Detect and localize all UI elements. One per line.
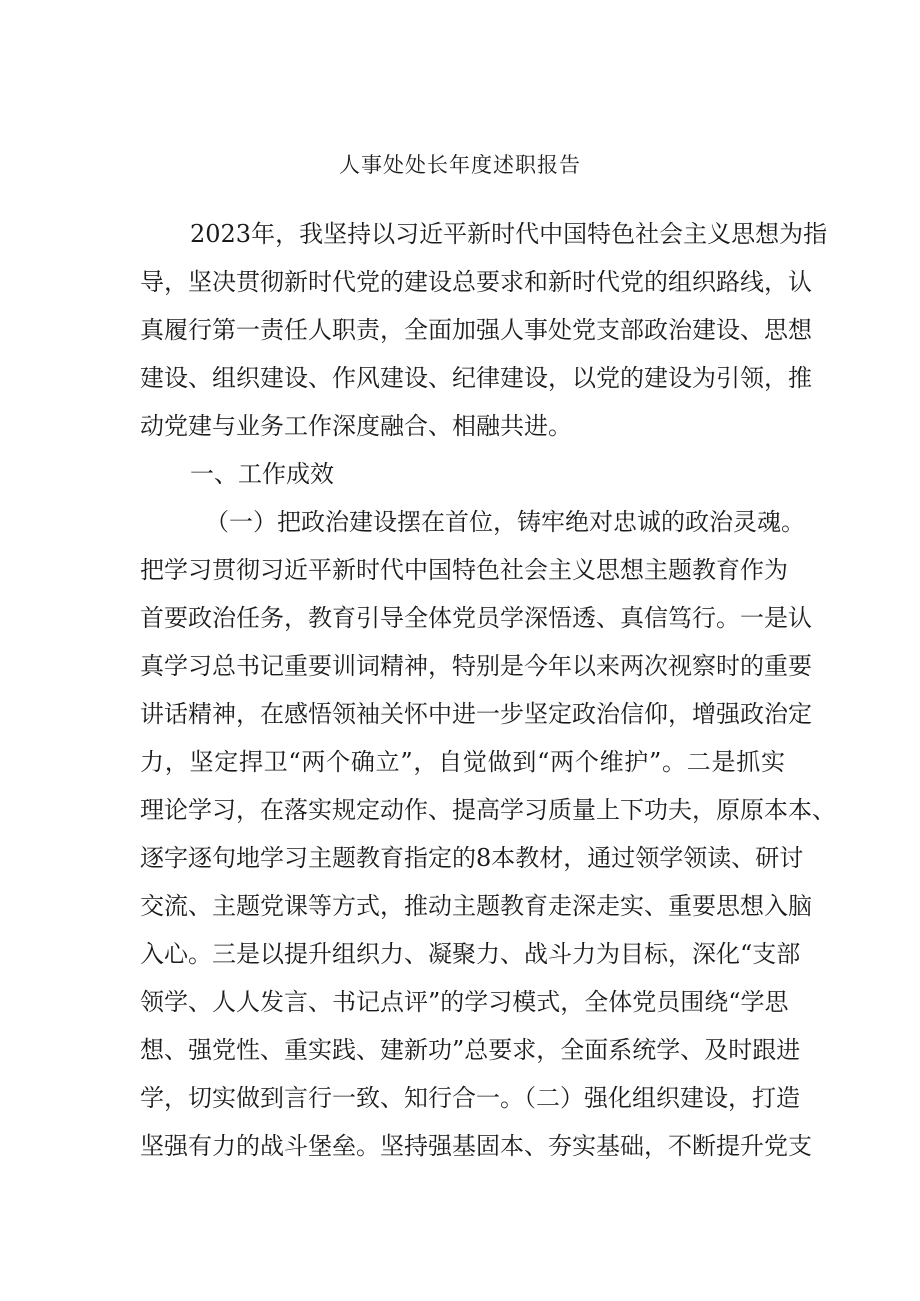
body-line-5: 动党建与业务工作深度融合、相融共进。 — [140, 412, 572, 440]
body-line-3: 真履行第一责任人职责，全面加强人事处党支部政治建设、思想 — [140, 316, 812, 344]
body-line-15: 交流、主题党课等方式，推动主题教育走深走实、重要思想入脑 — [140, 892, 812, 920]
body-line-18: 想、强党性、重实践、建新功”总要求，全面系统学、及时跟进 — [140, 1036, 801, 1064]
body-line-16: 入心。三是以提升组织力、凝聚力、战斗力为目标，深化“支部 — [140, 940, 801, 968]
document-title: 人事处处长年度述职报告 — [339, 153, 581, 177]
body-line-8: 把学习贯彻习近平新时代中国特色社会主义思想主题教育作为 — [140, 556, 788, 584]
body-line-13: 理论学习，在落实规定动作、提高学习质量上下功夫，原原本本、 — [140, 796, 836, 824]
body-line-14: 逐字逐句地学习主题教育指定的8本教材，通过领学领读、研讨 — [140, 844, 804, 872]
body-line-11: 讲话精神，在感悟领袖关怀中进一步坚定政治信仰，增强政治定 — [140, 700, 812, 728]
body-line-4: 建设、组织建设、作风建设、纪律建设，以党的建设为引领，推 — [140, 364, 812, 392]
body-line-17: 领学、人人发言、书记点评”的学习模式，全体党员围绕“学思 — [140, 988, 789, 1016]
body-line-2: 导，坚决贯彻新时代党的建设总要求和新时代党的组织路线，认 — [140, 268, 812, 296]
body-line-19: 学，切实做到言行一致、知行合一。（二）强化组织建设，打造 — [140, 1084, 800, 1112]
body-line-10: 真学习总书记重要训词精神，特别是今年以来两次视察时的重要 — [140, 652, 812, 680]
body-line-9: 首要政治任务，教育引导全体党员学深悟透、真信笃行。一是认 — [140, 604, 812, 632]
body-line-1: 2023年，我坚持以习近平新时代中国特色社会主义思想为指 — [190, 220, 828, 248]
section-heading-1: 一、工作成效 — [190, 460, 334, 488]
body-line-20: 坚强有力的战斗堡垒。坚持强基固本、夯实基础，不断提升党支 — [140, 1132, 812, 1160]
body-line-12: 力，坚定捍卫“两个确立”，自觉做到“两个维护”。二是抓实 — [140, 748, 785, 776]
subsection-heading-1: （一）把政治建设摆在首位，铸牢绝对忠诚的政治灵魂。 — [205, 508, 805, 536]
